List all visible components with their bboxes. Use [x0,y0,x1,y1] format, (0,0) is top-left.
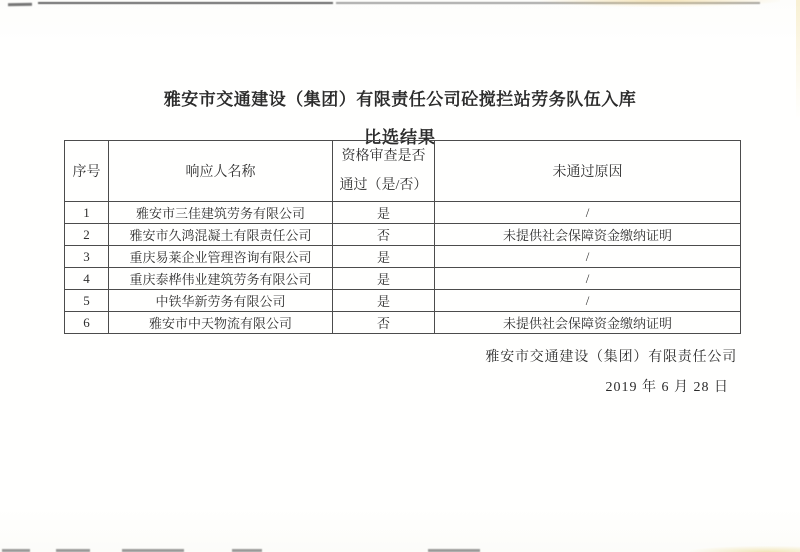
cell-pass: 是 [333,290,435,312]
table-row [65,202,741,224]
scan-artifact [8,3,32,6]
cell-pass: 是 [333,246,435,268]
table-row [65,290,741,312]
cell-respondent-name: 中铁华新劳务有限公司 [109,290,333,312]
document-title-line2: 比选结果 [364,128,436,147]
cell-pass: 是 [333,268,435,290]
header-respondent-name: 响应人名称 [109,141,333,202]
cell-serial-number: 5 [65,290,109,312]
header-qualification-pass [333,141,435,202]
signature-date: 2019 年 6 月 28 日 [605,380,729,395]
cell-respondent-name: 雅安市中天物流有限公司 [109,312,333,334]
table-row [65,224,741,246]
cell-fail-reason: 未提供社会保障资金缴纳证明 [435,312,741,334]
cell-fail-reason: / [435,202,741,224]
table-header-row [65,141,741,202]
header-serial-number: 序号 [65,141,109,202]
cell-respondent-name: 雅安市久鸿混凝土有限责任公司 [109,224,333,246]
cell-serial-number: 6 [65,312,109,334]
table-row [65,246,741,268]
cell-pass: 是 [333,202,435,224]
header-fail-reason: 未通过原因 [435,141,741,202]
header-qualification-pass-line1: 资格审查是否 [341,148,426,164]
cell-serial-number: 3 [65,246,109,268]
cell-pass: 否 [333,312,435,334]
cell-respondent-name: 雅安市三佳建筑劳务有限公司 [109,202,333,224]
cell-serial-number: 2 [65,224,109,246]
cell-serial-number: 4 [65,268,109,290]
scan-artifact [38,2,333,4]
scan-artifact [690,546,800,552]
cell-fail-reason: / [435,268,741,290]
cell-respondent-name: 重庆易莱企业管理咨询有限公司 [109,246,333,268]
header-qualification-pass-line2: 通过（是/否） [339,177,428,193]
document-title-line1: 雅安市交通建设（集团）有限责任公司砼搅拦站劳务队伍入库 [163,90,637,109]
document-title [0,85,800,148]
cell-fail-reason: 未提供社会保障资金缴纳证明 [435,224,741,246]
cell-fail-reason: / [435,246,741,268]
table-row [65,268,741,290]
cell-pass: 否 [333,224,435,246]
signature-company: 雅安市交通建设（集团）有限责任公司 [485,350,737,365]
results-table [64,140,741,334]
cell-fail-reason: / [435,290,741,312]
cell-serial-number: 1 [65,202,109,224]
cell-respondent-name: 重庆泰桦伟业建筑劳务有限公司 [109,268,333,290]
scan-artifact [540,0,780,7]
table-row [65,312,741,334]
